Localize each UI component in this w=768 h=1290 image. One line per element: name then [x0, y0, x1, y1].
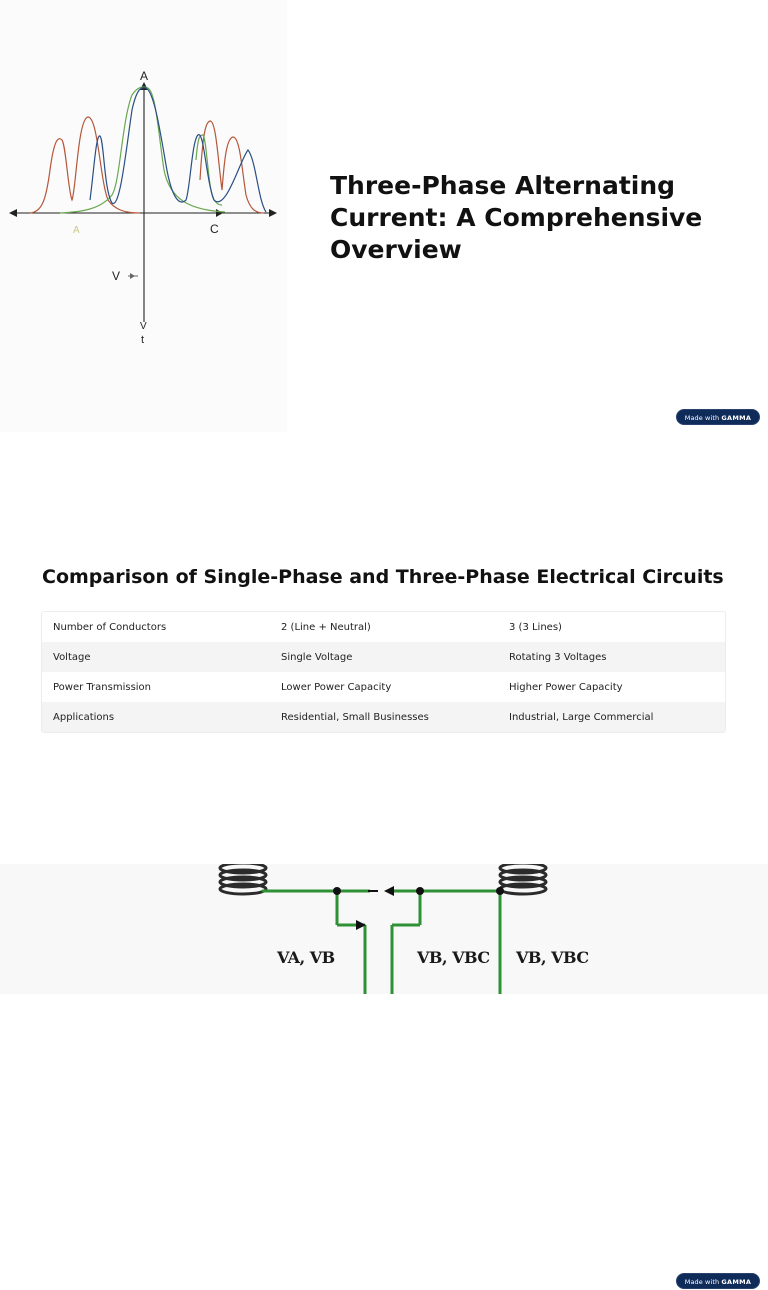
waveform-image [0, 0, 287, 432]
label-v-left: V [112, 269, 121, 283]
row-label: Number of Conductors [53, 621, 167, 633]
circuit-label-1: VA, VB [277, 948, 335, 967]
junction-dot [496, 887, 504, 895]
single-phase-value: Residential, Small Businesses [281, 711, 429, 723]
arrow-icon [384, 886, 394, 896]
single-phase-value: Lower Power Capacity [281, 681, 392, 693]
three-phase-value: Industrial, Large Commercial [509, 711, 654, 723]
single-phase-value: Single Voltage [281, 651, 353, 663]
three-phase-value: 3 (3 Lines) [509, 621, 562, 633]
green-phase-wave [60, 87, 225, 213]
title-block [330, 170, 750, 266]
row-label: Voltage [53, 651, 91, 663]
label-v-bottom: V [140, 321, 147, 332]
v-marker-arrow [130, 273, 135, 279]
circuit-label-3: VB, VBC [516, 948, 589, 967]
table-row [42, 612, 725, 642]
circuit-wires [262, 891, 500, 994]
right-coil-icon [500, 864, 546, 894]
circuit-diagram [0, 864, 768, 994]
x-axis-right-arrow [269, 209, 277, 217]
c-marker-arrow [216, 209, 223, 217]
label-a-top: A [140, 69, 149, 83]
left-coil-icon [220, 864, 266, 894]
circuit-label-2: VB, VBC [417, 948, 490, 967]
label-a-faint: A [73, 225, 80, 236]
label-t: t [141, 334, 145, 346]
three-phase-value: Rotating 3 Voltages [509, 651, 607, 663]
comparison-title: Comparison of Single-Phase and Three-Phase Electrical Circuits [42, 566, 724, 588]
badge-made-with-text: Made with [684, 1278, 720, 1286]
row-label: Applications [53, 711, 115, 723]
page-title: Three-Phase Alternating Current: A Comprehensive Overview [330, 171, 703, 264]
table-row [42, 642, 725, 672]
made-with-gamma-badge[interactable] [676, 409, 760, 425]
comparison-table [41, 611, 726, 733]
slide-circuit [0, 864, 768, 994]
badge-brand-text: GAMMA [721, 414, 752, 422]
table-row [42, 702, 725, 732]
three-phase-value: Higher Power Capacity [509, 681, 623, 693]
junction-dot [416, 887, 424, 895]
row-label: Power Transmission [53, 681, 152, 693]
made-with-gamma-badge[interactable] [676, 1273, 760, 1289]
x-axis-left-arrow [9, 209, 17, 217]
badge-brand-text: GAMMA [721, 1278, 752, 1286]
single-phase-value: 2 (Line + Neutral) [281, 621, 371, 633]
three-phase-waveform-diagram [0, 0, 287, 432]
label-c: C [210, 222, 219, 236]
slide-title [0, 0, 768, 432]
table-row [42, 672, 725, 702]
badge-made-with-text: Made with [684, 414, 720, 422]
green-phase-wave-right [196, 135, 222, 205]
junction-dot [333, 887, 341, 895]
